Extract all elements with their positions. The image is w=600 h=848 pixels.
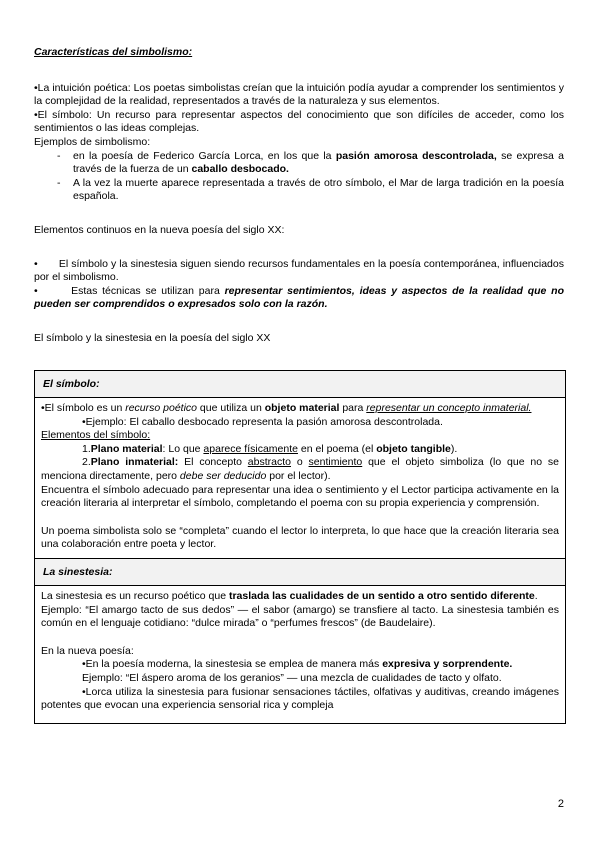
examples-heading: Ejemplos de simbolismo: <box>34 135 151 148</box>
synesthesia-modern: •En la poesía moderna, la sinestesia se emplea de manera más expresiva y sorprendente. <box>82 658 513 671</box>
page-number: 2 <box>557 798 564 810</box>
synesthesia-new-poetry: En la nueva poesía: <box>41 644 134 657</box>
symbol-heading: El símbolo: <box>35 371 565 398</box>
symbol-material-plane: 1.Plano material: Lo que aparece físicamente en el poema (el objeto tangible). <box>82 442 458 455</box>
list-item: - en la poesía de Federico García Lorca, en los que la pasión amorosa descontrolada, se expresa a través de la fuerza de un caballo desbocado. <box>34 150 564 177</box>
synesthesia-lorca: •Lorca utiliza la sinestesia para fusionar sensaciones táctiles, olfativas y auditivas, creando imágenes potentes que evocan una experiencia sensorial rica y compleja <box>41 685 559 712</box>
list-item: - A la vez la muerte aparece representada a través de otro símbolo, el Mar de larga tradición en la poesía española. <box>34 177 564 204</box>
symbol-immaterial-plane: 2.Plano inmaterial: El concepto abstracto o sentimiento que el objeto simboliza (lo que no se menciona directamente, pero debe ser deducido por el lector). <box>41 456 560 482</box>
symbol-cell <box>35 398 565 559</box>
symbol-definition: •El símbolo es un recurso poético que utiliza un objeto material para representar un concepto inmaterial. <box>41 402 532 414</box>
section-bullet-2: • Estas técnicas se utilizan para representar sentimientos, ideas y aspectos de la realidad que no pueden ser comprendidos o expresados solo con la razón. <box>34 284 567 311</box>
section-bullet-1: • El símbolo y la sinestesia siguen siendo recursos fundamentales en la poesía contemporánea, influenciados por el simbolismo. <box>34 257 567 284</box>
synesthesia-definition: La sinestesia es un recurso poético que traslada las cualidades de un sentido a otro sentido diferente. <box>41 589 538 602</box>
summary-table <box>34 370 566 724</box>
symbol-reader-role: Encuentra el símbolo adecuado para representar una idea o sentimiento y el Lector participa activamente en la creación literaria al interpretar el símbolo, completando el poema con su propia experiencia y comprensión. <box>41 483 559 510</box>
page-title: Características del simbolismo: <box>34 46 193 58</box>
section-closing: El símbolo y la sinestesia en la poesía del siglo XX <box>34 331 271 344</box>
intro-symbol: •El símbolo: Un recurso para representar aspectos del conocimiento que son difíciles de acceder, como los sentimientos o las ideas complejas. <box>34 108 564 135</box>
symbol-elements-heading: Elementos del símbolo: <box>41 429 151 442</box>
synesthesia-example: Ejemplo: “El amargo tacto de sus dedos” — el sabor (amargo) se transfiere al tacto. La sinestesia también es común en el lenguaje cotidiano: “dulce mirada” o “perfumes frescos” (de Baudelaire). <box>41 603 559 630</box>
section-heading: Elementos continuos en la nueva poesía del siglo XX: <box>34 223 285 236</box>
synesthesia-cell <box>35 586 565 723</box>
examples-list <box>34 150 564 204</box>
symbol-example: •Ejemplo: El caballo desbocado representa la pasión amorosa descontrolada. <box>82 415 443 428</box>
intro-intuition: •La intuición poética: Los poetas simbolistas creían que la intuición podía ayudar a comprender los sentimientos y la complejidad de la realidad, representados a través de la naturaleza y sus elementos. <box>34 81 564 108</box>
document-body <box>34 46 567 346</box>
symbol-completion: Un poema simbolista solo se “completa” cuando el lector lo interpreta, lo que hace que la creación literaria sea una colaboración entre poeta y lector. <box>41 524 559 551</box>
synesthesia-modern-example: Ejemplo: “El áspero aroma de los geranios” — una mezcla de cualidades de tacto y olfato. <box>82 671 502 684</box>
synesthesia-heading: La sinestesia: <box>35 559 565 586</box>
